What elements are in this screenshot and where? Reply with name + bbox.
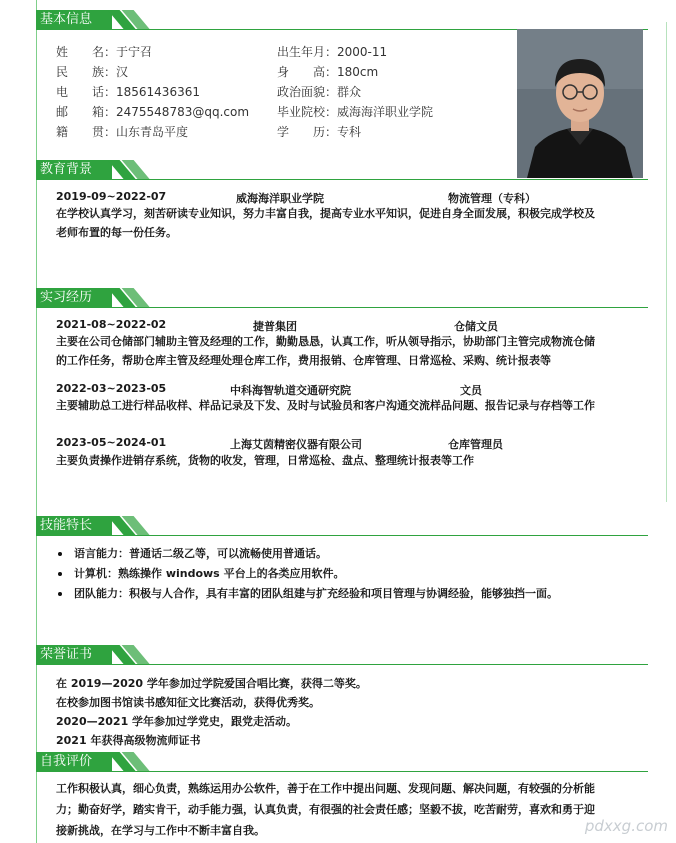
skills-list bbox=[58, 544, 658, 604]
list-item: 在 2019—2020 学年参加过学院爱国合唱比赛，获得二等奖。 bbox=[56, 677, 367, 690]
section-title: 荣誉证书 bbox=[36, 645, 112, 665]
intern-desc: 主要辅助总工进行样品收样、样品记录及下发、及时与试验员和客户沟通交流样品问题、报告记录与存档等工作 bbox=[56, 399, 595, 412]
header-rule bbox=[36, 179, 648, 180]
intern-role: 仓储文员 bbox=[454, 320, 498, 333]
honors-list bbox=[56, 674, 656, 750]
intern-period: 2022-03~2023-05 bbox=[56, 382, 167, 395]
intern-period: 2023-05~2024-01 bbox=[56, 436, 167, 449]
header-rule bbox=[36, 664, 648, 665]
section-title: 自我评价 bbox=[36, 752, 112, 772]
section-header-honors bbox=[36, 645, 676, 665]
info-row: 学 历：专科 bbox=[277, 125, 362, 139]
info-row: 邮 箱：2475548783@qq.com bbox=[56, 105, 250, 119]
intern-org: 上海艾茵精密仪器有限公司 bbox=[230, 438, 362, 451]
list-item: 在校参加图书馆读书感知征文比赛活动，获得优秀奖。 bbox=[56, 696, 320, 709]
info-row: 籍 贯：山东青岛平度 bbox=[56, 125, 189, 139]
header-rule bbox=[36, 535, 648, 536]
edu-school: 威海海洋职业学院 bbox=[236, 192, 324, 205]
bullet-icon bbox=[58, 592, 62, 596]
self-eval-text: 工作积极认真，细心负责，熟练运用办公软件，善于在工作中提出问题、发现问题、解决问题，有较强的分析能 力；勤奋好学，踏实肯干，动手能力强，认真负责，有很强的社会责任感；坚毅不拔，吃苦耐劳，喜欢和勇于迎 接新挑战，在学习与工作中不断丰富自我。 bbox=[56, 782, 595, 837]
info-row: 政治面貌：群众 bbox=[277, 85, 362, 99]
intern-period: 2021-08~2022-02 bbox=[56, 318, 167, 331]
header-rule bbox=[36, 771, 648, 772]
profile-photo bbox=[517, 29, 643, 178]
intern-org: 中科海智轨道交通研究院 bbox=[230, 384, 351, 397]
section-title: 技能特长 bbox=[36, 516, 112, 536]
intern-desc: 主要负责操作进销存系统，货物的收发，管理，日常巡检、盘点、整理统计报表等工作 bbox=[56, 454, 474, 467]
intern-role: 文员 bbox=[460, 384, 482, 397]
header-rule bbox=[36, 307, 648, 308]
list-item: 2021 年获得高级物流师证书 bbox=[56, 734, 201, 747]
intern-org: 捷普集团 bbox=[253, 320, 297, 333]
info-row: 出生年月：2000-11 bbox=[277, 45, 388, 59]
right-border-line bbox=[666, 22, 667, 502]
bullet-icon bbox=[58, 552, 62, 556]
section-header-basic bbox=[36, 10, 676, 30]
intern-role: 仓库管理员 bbox=[448, 438, 503, 451]
basic-info-right bbox=[277, 42, 433, 142]
info-row: 姓 名：于宁召 bbox=[56, 45, 153, 59]
section-header-self-eval bbox=[36, 752, 676, 772]
basic-info-left bbox=[56, 42, 249, 142]
section-title: 教育背景 bbox=[36, 160, 112, 180]
info-row: 电 话：18561436361 bbox=[56, 85, 200, 99]
left-border-line bbox=[36, 0, 37, 843]
section-title: 基本信息 bbox=[36, 10, 112, 30]
edu-major: 物流管理（专科） bbox=[448, 192, 536, 205]
watermark: pdxxg.com bbox=[584, 817, 668, 835]
bullet-icon bbox=[58, 572, 62, 576]
info-row: 毕业院校：威海海洋职业学院 bbox=[277, 105, 434, 119]
intern-desc: 主要在公司仓储部门辅助主管及经理的工作，勤勤恳恳，认真工作，听从领导指示，协助部门主管完成物流仓储 的工作任务，帮助仓库主管及经理处理仓库工作，费用报销、仓库管理、日常巡检、采购、统计报表等 bbox=[56, 335, 595, 367]
edu-desc: 在学校认真学习，刻苦研读专业知识，努力丰富自我，提高专业水平知识，促进自身全面发展，积极完成学校及 老师布置的每一份任务。 bbox=[56, 207, 595, 239]
info-row: 民 族：汉 bbox=[56, 65, 129, 79]
section-header-education bbox=[36, 160, 676, 180]
info-row: 身 高：180cm bbox=[277, 65, 379, 79]
list-item: 计算机：熟练操作 windows 平台上的各类应用软件。 bbox=[58, 564, 658, 584]
section-title: 实习经历 bbox=[36, 288, 112, 308]
list-item: 语言能力：普通话二级乙等，可以流畅使用普通话。 bbox=[58, 544, 658, 564]
section-header-internship bbox=[36, 288, 676, 308]
person-photo-icon bbox=[517, 29, 643, 178]
list-item: 团队能力：积极与人合作，具有丰富的团队组建与扩充经验和项目管理与协调经验，能够独挡一面。 bbox=[58, 584, 658, 604]
section-header-skills bbox=[36, 516, 676, 536]
list-item: 2020—2021 学年参加过学党史，跟党走活动。 bbox=[56, 715, 298, 728]
edu-period: 2019-09~2022-07 bbox=[56, 190, 167, 203]
